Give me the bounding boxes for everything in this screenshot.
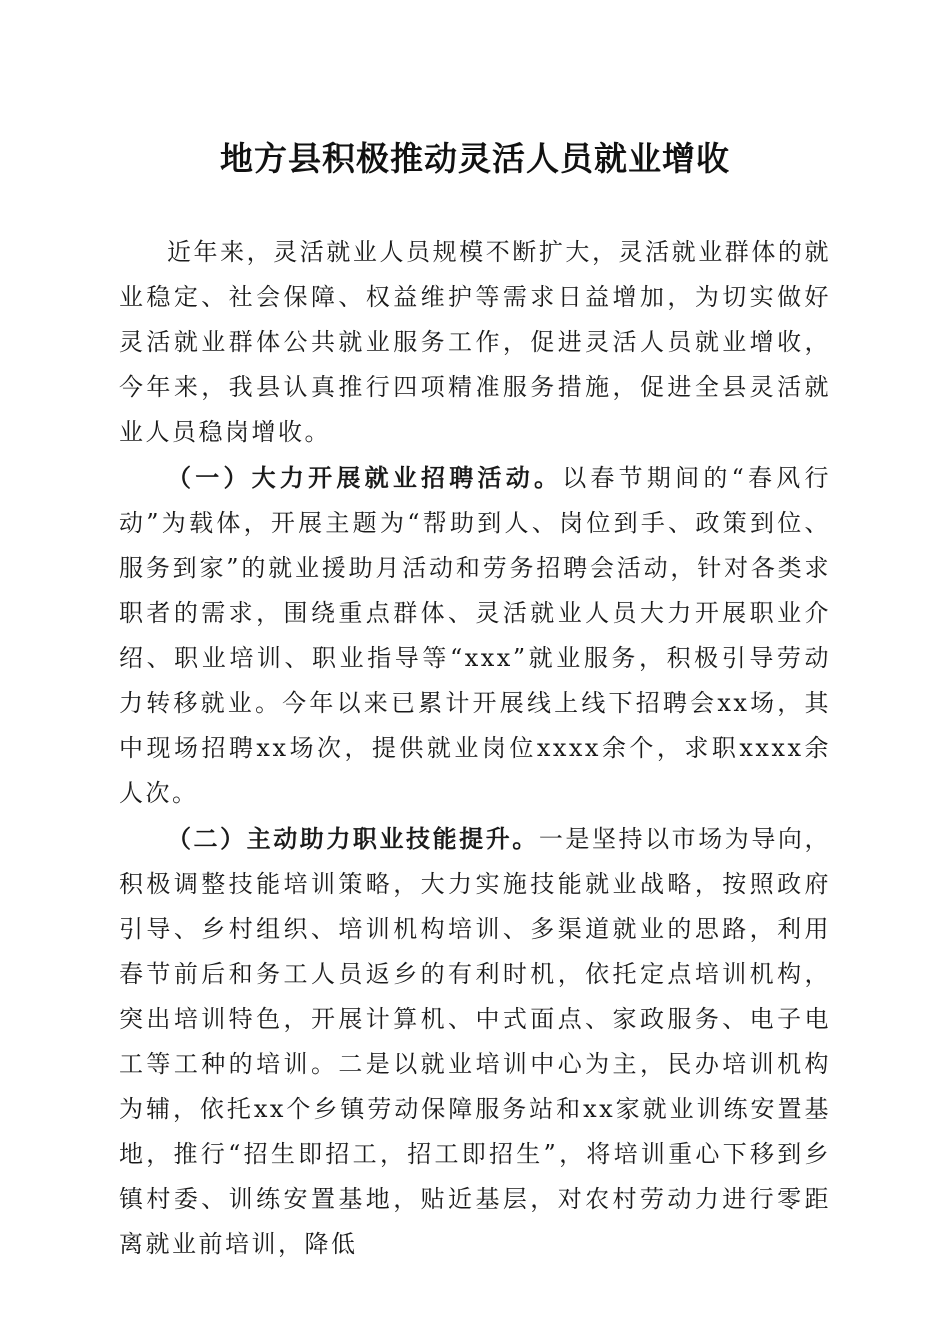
- section-2-text: 一是坚持以市场为导向，积极调整技能培训策略，大力实施技能就业战略，按照政府引导、乡村组织、培训机构培训、多渠道就业的思路，利用春节前后和务工人员返乡的有利时机，依托定点培训机构，突出培训特色，开展计算机、中式面点、家政服务、电子电工等工种的培训。二是以就业培训中心为主，民办培训机构为辅，依托xx个乡镇劳动保障服务站和xx家就业训练安置基地，推行“招生即招工，招工即招生”，将培训重心下移到乡镇村委、训练安置基地，贴近基层，对农村劳动力进行零距离就业前培训，降低: [119, 825, 831, 1258]
- intro-paragraph: 近年来，灵活就业人员规模不断扩大，灵活就业群体的就业稳定、社会保障、权益维护等需求日益增加，为切实做好灵活就业群体公共就业服务工作，促进灵活人员就业增收，今年来，我县认真推行四项精准服务措施，促进全县灵活就业人员稳岗增收。: [119, 238, 831, 446]
- section-1-heading: （一）大力开展就业招聘活动。: [167, 463, 563, 492]
- section-1-paragraph: [119, 455, 831, 816]
- document-body: [119, 230, 831, 1267]
- section-2-heading: （二）主动助力职业技能提升。: [167, 824, 539, 853]
- document-title: 地方县积极推动灵活人员就业增收: [220, 139, 730, 178]
- section-2-paragraph: [119, 816, 831, 1267]
- section-1-text: 以春节期间的“春风行动”为载体，开展主题为“帮助到人、岗位到手、政策到位、服务到家”的就业援助月活动和劳务招聘会活动，针对各类求职者的需求，围绕重点群体、灵活就业人员大力开展职业介绍、职业培训、职业指导等“xxx”就业服务，积极引导劳动力转移就业。今年以来已累计开展线上线下招聘会xx场，其中现场招聘xx场次，提供就业岗位xxxx余个，求职xxxx余人次。: [119, 464, 831, 807]
